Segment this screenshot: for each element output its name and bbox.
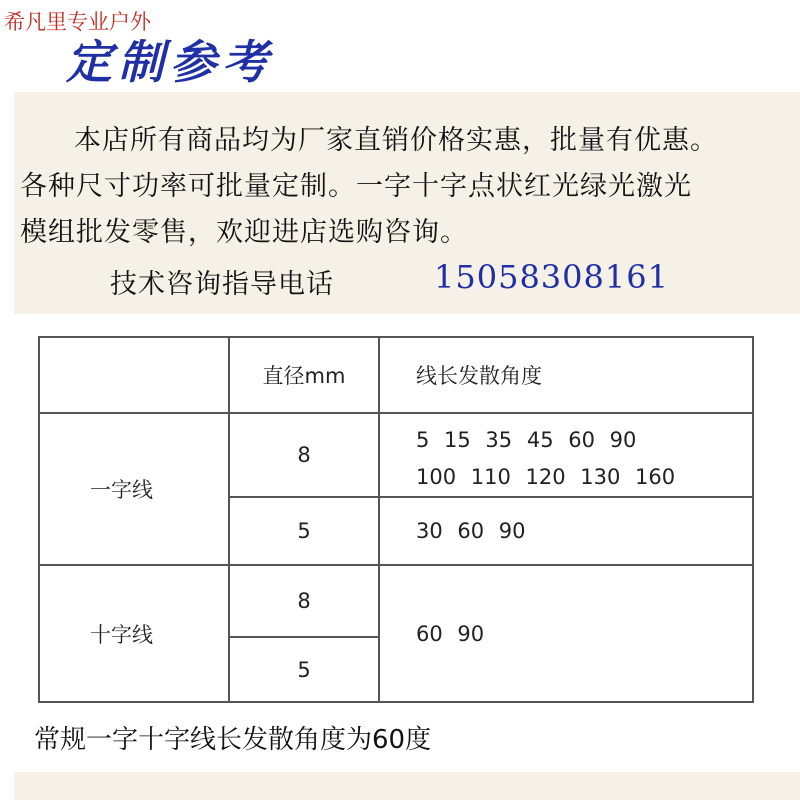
bottom-band (14, 772, 800, 800)
phone-label: 技术咨询指导电话 (110, 269, 334, 300)
angle-values: 100 110 120 130 160 (416, 465, 676, 489)
angle-cell (379, 497, 753, 565)
angle-values: 60 90 (416, 621, 485, 646)
page-title: 定制参考 (66, 35, 274, 89)
angle-cell (379, 413, 753, 497)
angle-values: 30 60 90 (416, 519, 526, 543)
diameter-cell: 8 (229, 565, 379, 637)
store-notice-panel (14, 92, 800, 314)
notice-line-1: 本店所有商品均为厂家直销价格实惠，批量有优惠。 (74, 125, 718, 156)
table-row (39, 413, 753, 497)
table-header-row (39, 337, 753, 413)
table-header-cell: 直径mm (229, 337, 379, 413)
table-row (39, 565, 753, 637)
laser-spec-table (38, 336, 754, 703)
line-type-cell: 一字线 (39, 413, 229, 565)
notice-line-2: 各种尺寸功率可批量定制。一字十字点状红光绿光激光 (20, 171, 692, 202)
angle-values: 5 15 35 45 60 90 (416, 428, 637, 452)
phone-number: 15058308161 (434, 258, 669, 296)
diameter-cell: 5 (229, 637, 379, 702)
table-header-cell (39, 337, 229, 413)
diameter-cell: 8 (229, 413, 379, 497)
store-watermark: 希凡里专业户外 (4, 10, 151, 34)
notice-line-3: 模组批发零售，欢迎进店选购咨询。 (20, 217, 468, 248)
line-type-cell: 十字线 (39, 565, 229, 702)
diameter-cell: 5 (229, 497, 379, 565)
table-header-cell: 线长发散角度 (379, 337, 753, 413)
angle-cell (379, 565, 753, 702)
footer-note: 常规一字十字线长发散角度为60度 (34, 725, 432, 755)
